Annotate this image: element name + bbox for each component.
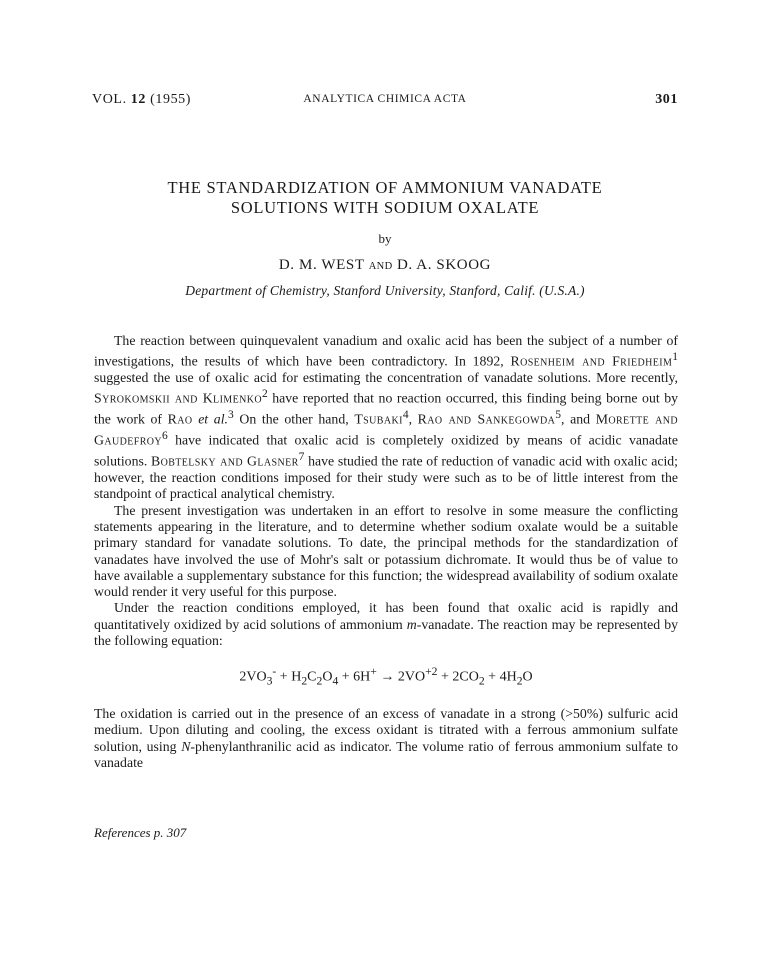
- reference-marker: 6: [162, 430, 168, 443]
- chemical-equation: $2VO_3^- + H_2C_2O_4 + 6H^+ \to 2VO^{+2} + 2CO_2 + 4H_2O$: [239, 665, 533, 688]
- journal-name: ANALYTICA CHIMICA ACTA: [303, 93, 467, 105]
- reference-marker: 2: [261, 388, 268, 401]
- author-citation: Morette and Gaudefroy: [94, 411, 679, 448]
- paragraph-1: The reaction between quinquevalent vanadium and oxalic acid has been the subject of a number of investigations, the results of which have been contradictory. In 1892, Rosenheim and Friedheim$^1$ suggested the use of oxalic acid for estimating the concentration of vanadate solutions. More recently, Syrokomskii and Klimenko$^2$ have reported that no reaction occurred, this finding being borne out by the work of Rao et al.$^3$ On the other hand, Tsubaki$^4$, Rao and Sankegowda$^5$, and Morette and Gaudefroy$^6$ have indicated that oxalic acid is completely oxidized by means of acidic vanadate solutions. Bobtelsky and Glasner$^7$ have studied the rate of reduction of vanadic acid with oxalic acid; however, the reaction conditions imposed for their study were such as to be of little interest from the standpoint of practical analytical chemistry.: [94, 333, 679, 502]
- volume-info: VOL. 12 (1955): [92, 92, 192, 107]
- paragraph-2: The present investigation was undertaken in an effort to resolve in some measure the conflicting statements appearing in the literature, and to determine whether sodium oxalate would be a suitable primary standard for vanadate solutions. To date, the principal methods for the standardization of vanadates have involved the use of Mohr's salt or potassium dichromate. It would thus be of value to have available a supplementary substance for this function; the widespread availability of sodium oxalate would render it very useful for this purpose.: [94, 502, 678, 600]
- volume-number: 12: [130, 92, 146, 107]
- reference-marker: 1: [672, 351, 679, 364]
- author-1: D. M. WEST: [278, 257, 365, 273]
- article-body: [94, 333, 678, 771]
- author-citation: Syrokomskii and Klimenko: [94, 391, 262, 407]
- year: (1955): [150, 92, 192, 107]
- by-line: by: [378, 231, 392, 246]
- article-title: [92, 178, 678, 218]
- author-citation: Rao and Sankegowda: [417, 411, 556, 427]
- reference-marker: 5: [555, 409, 562, 422]
- authors: [92, 257, 678, 274]
- author-2: D. A. SKOOG: [397, 257, 492, 273]
- authors-and: AND: [368, 261, 393, 272]
- running-head: [92, 92, 678, 110]
- reference-marker: 4: [402, 409, 409, 422]
- page-number: 301: [655, 92, 678, 107]
- author-citation: Tsubaki: [354, 411, 403, 427]
- author-citation: Rao: [167, 411, 193, 427]
- paragraph-4: The oxidation is carried out in the presence of an excess of vanadate in a strong (>50%) sulfuric acid medium. Upon diluting and cooling, the excess oxidant is titrated with a ferrous ammonium sulfate solution, using N-phenylanthranilic acid as indicator. The volume ratio of ferrous ammonium sulfate to vanadate: [94, 706, 678, 770]
- affiliation: Department of Chemistry, Stanford University, Stanford, Calif. (U.S.A.): [185, 283, 585, 298]
- paragraph-3: Under the reaction conditions employed, it has been found that oxalic acid is rapidly and quantitatively oxidized by acid solutions of ammonium m-vanadate. The reaction may be represented by the following equation:: [94, 600, 679, 649]
- title-line-2: SOLUTIONS WITH SODIUM OXALATE: [230, 198, 540, 217]
- title-line-1: THE STANDARDIZATION OF AMMONIUM VANADATE: [167, 178, 603, 197]
- references-pointer: References p. 307: [94, 825, 187, 840]
- author-citation: Rosenheim and Friedheim: [510, 353, 673, 369]
- reference-marker: 7: [298, 451, 305, 464]
- reference-marker: 3: [227, 409, 234, 422]
- author-citation: Bobtelsky and Glasner: [150, 453, 299, 469]
